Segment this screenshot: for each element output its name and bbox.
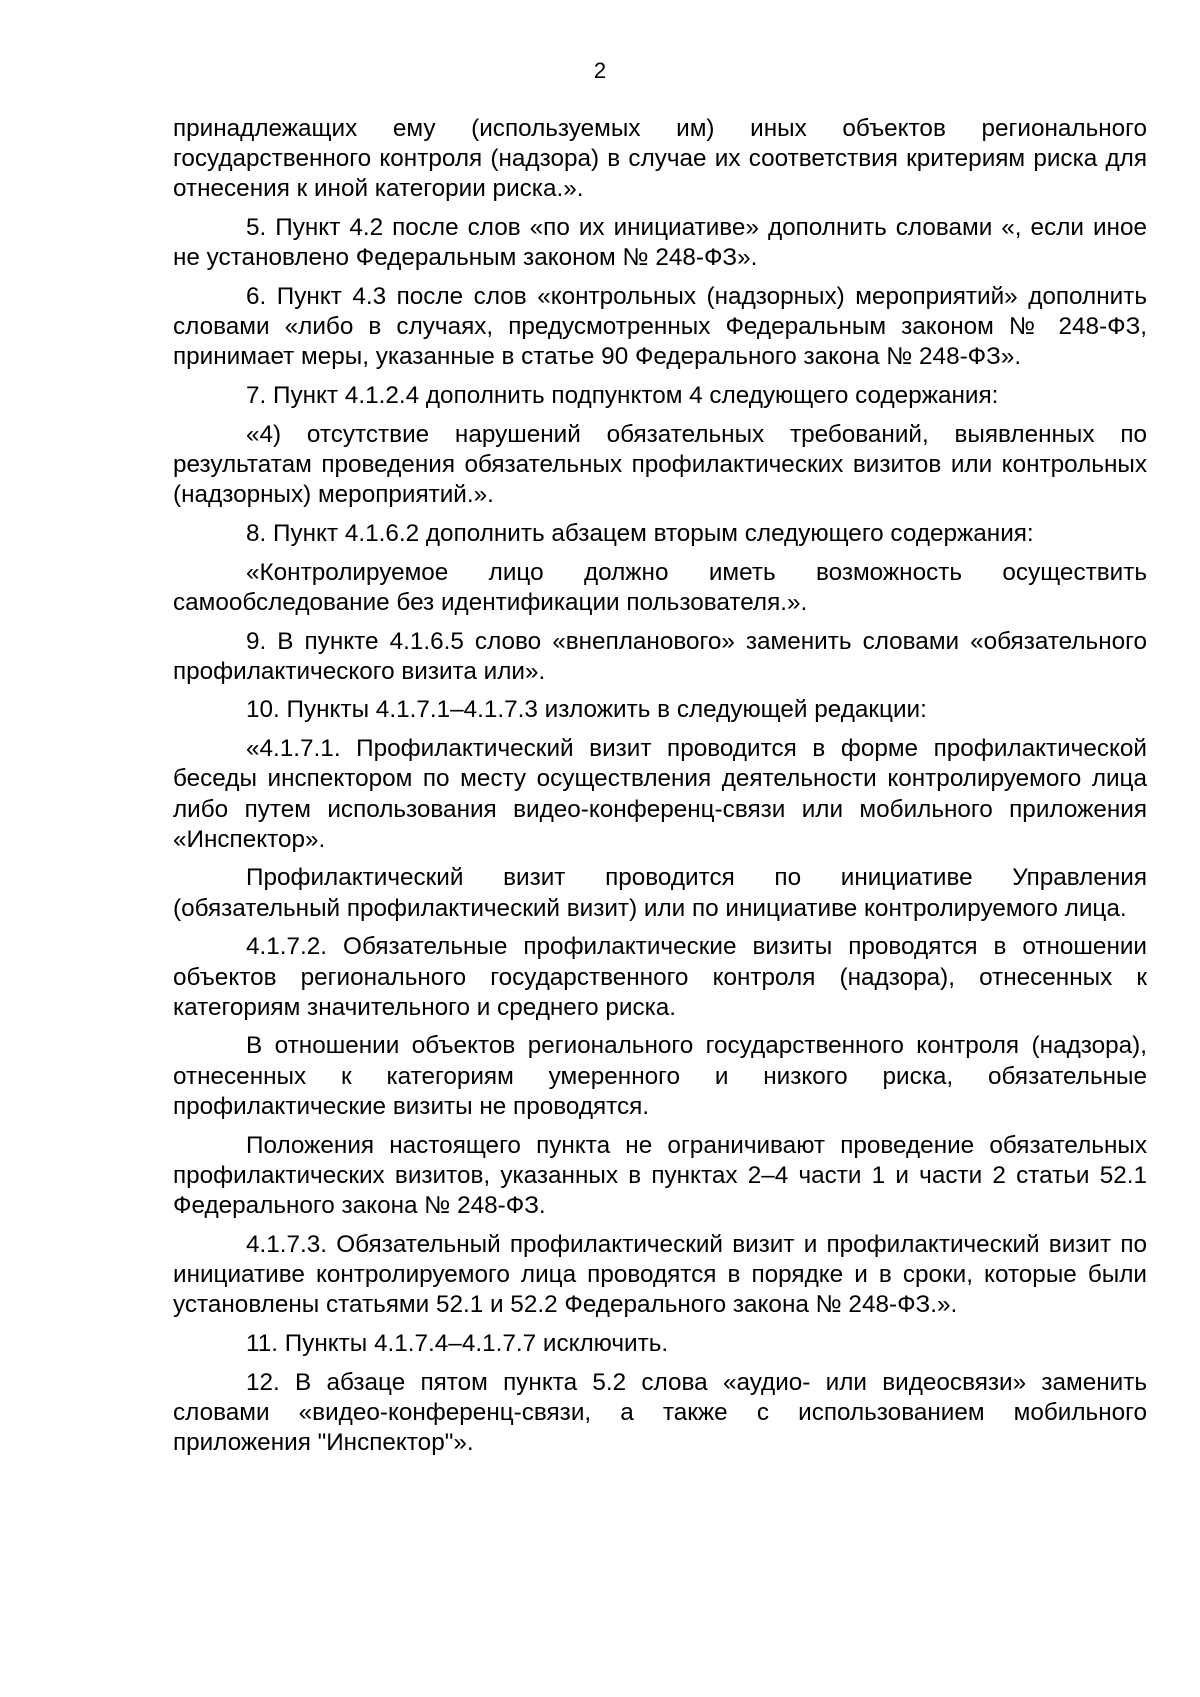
paragraph-low-risk: В отношении объектов регионального государственного контроля (надзора), отнесенных к категориям умеренного и низкого риска, обязательные профилактические визиты не проводятся.	[173, 1032, 1147, 1120]
paragraph-item-11: 11. Пункты 4.1.7.4–4.1.7.7 исключить.	[246, 1329, 669, 1357]
paragraph-visit-initiative: Профилактический визит проводится по инициативе Управления (обязательный профилактический визит) или по инициативе контролируемого лица.	[173, 864, 1147, 922]
paragraph-item-8: 8. Пункт 4.1.6.2 дополнить абзацем вторым следующего содержания:	[246, 519, 1034, 547]
paragraph-item-12: 12. В абзаце пятом пункта 5.2 слова «аудио- или видеосвязи» заменить словами «видео-конференц-связи, а также с использованием мобильного приложения "Инспектор"».	[173, 1368, 1147, 1456]
paragraph-self-inspection: «Контролируемое лицо должно иметь возможность осуществить самообследование без идентификации пользователя.».	[173, 558, 1147, 616]
paragraph-subitem-4: «4) отсутствие нарушений обязательных требований, выявленных по результатам проведения обязательных профилактических визитов или контрольных (надзорных) мероприятий.».	[173, 420, 1147, 509]
document-body	[173, 114, 1147, 1467]
paragraph-4-1-7-3: 4.1.7.3. Обязательный профилактический визит и профилактический визит по инициативе контролируемого лица проводятся в порядке и в сроки, которые были установлены статьями 52.1 и 52.2 Федерального закона № 248-ФЗ.».	[173, 1230, 1147, 1319]
paragraph-item-9: 9. В пункте 4.1.6.5 слово «внепланового» заменить словами «обязательного профилактического визита или».	[173, 627, 1147, 685]
paragraph-provisions: Положения настоящего пункта не ограничивают проведение обязательных профилактических визитов, указанных в пунктах 2–4 части 1 и части 2 статьи 52.1 Федерального закона № 248-ФЗ.	[173, 1131, 1147, 1219]
paragraph-item-5: 5. Пункт 4.2 после слов «по их инициативе» дополнить словами «, если иное не установлено Федеральным законом № 248-ФЗ».	[173, 214, 1147, 272]
paragraph-4-1-7-2: 4.1.7.2. Обязательные профилактические визиты проводятся в отношении объектов регионального государственного контроля (надзора), отнесенных к категориям значительного и среднего риска.	[173, 933, 1147, 1021]
page-number: 2	[593, 58, 607, 83]
paragraph-4-1-7-1: «4.1.7.1. Профилактический визит проводится в форме профилактической беседы инспектором по месту осуществления деятельности контролируемого лица либо путем использования видео-конференц-связи или мобильного приложения «Инспектор».	[173, 735, 1147, 853]
paragraph-item-6: 6. Пункт 4.3 после слов «контрольных (надзорных) мероприятий» дополнить словами «либо в случаях, предусмотренных Федеральным законом № 248-ФЗ, принимает меры, указанные в статье 90 Федерального закона № 248-ФЗ».	[173, 283, 1147, 371]
paragraph-continuation: принадлежащих ему (используемых им) иных объектов регионального государственного контроля (надзора) в случае их соответствия критериям риска для отнесения к иной категории риска.».	[173, 115, 1147, 203]
paragraph-item-10: 10. Пункты 4.1.7.1–4.1.7.3 изложить в следующей редакции:	[246, 696, 927, 724]
paragraph-item-7: 7. Пункт 4.1.2.4 дополнить подпунктом 4 следующего содержания:	[246, 382, 999, 410]
